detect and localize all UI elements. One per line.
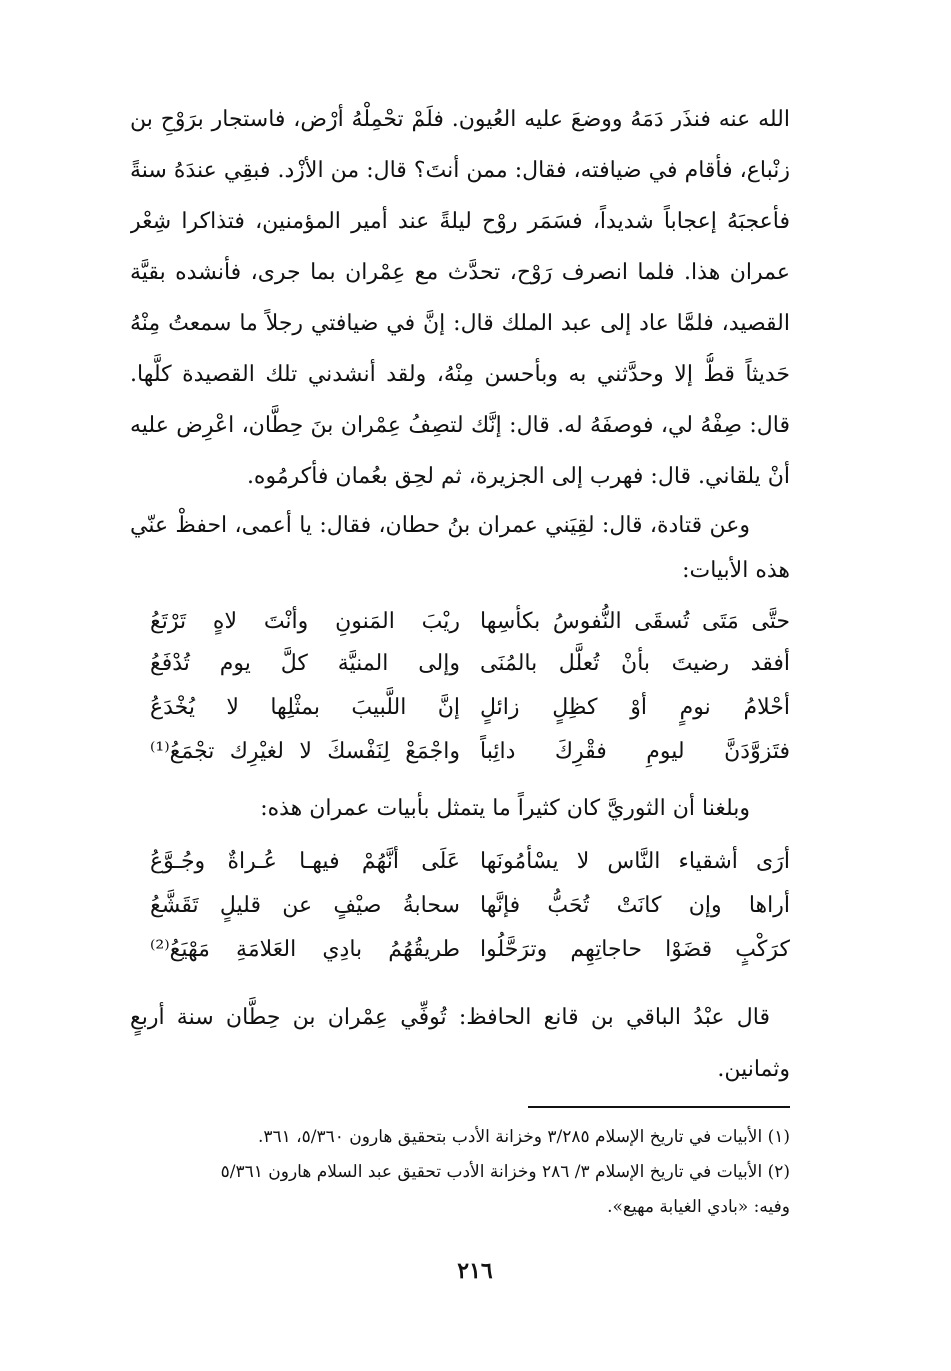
poem2-verse-3 bbox=[150, 928, 790, 972]
hemistich-second: طريقُهُمُ بادِي العَلامَةِ مَهْيَعُ⁽²⁾ bbox=[150, 937, 460, 962]
hemistich-first: حتَّى مَتَى تُسقَى النُّفوسُ بكأسِها bbox=[480, 609, 790, 634]
poem1-verse-1 bbox=[150, 600, 790, 644]
hemistich-first: أفقد رضيتَ بأنْ تُعلَّل بالمُنَى bbox=[480, 651, 790, 676]
para4-line-1: قال عبْدُ الباقي بن قانع الحافظ: تُوفِّي عِمْران بن حِطَّان سنة أربعٍ bbox=[130, 1005, 770, 1030]
body-line-3: فأعجبَهُ إعجاباً شديداً، فسَمَر روْح ليلةً عند أمير المؤمنين، فتذاكرا شِعْر bbox=[130, 209, 790, 234]
body-line-6: حَديثاً قطُّ إلا وحدَّثني به وبأحسن مِنْهُ، ولقد أنشدني تلك القصيدة كلَّها. bbox=[130, 362, 790, 387]
body-line-8: أنْ يلقاني. قال: فهرب إلى الجزيرة، ثم لحِق بعُمان فأكرمُوه. bbox=[246, 464, 790, 489]
hemistich-second: ريْبَ المَنونِ وأنْتَ لاهٍ تَرْتَعُ bbox=[150, 609, 460, 634]
body-line-4: عمران هذا. فلما انصرف رَوْح، تحدَّث مع عِمْران بما جرى، فأنشده بقيَّة bbox=[130, 260, 790, 285]
footnote-1: (١) الأبيات في تاريخ الإسلام ٣/٢٨٥ وخزانة الأدب بتحقيق هارون ٥/٣٦٠، ٣٦١. bbox=[257, 1127, 790, 1147]
page-number: ٢١٦ bbox=[457, 1258, 493, 1284]
body-line-7: قال: صِفْهُ لي، فوصفَهُ له. قال: إنَّك لتصِفُ عِمْران بنَ حِطَّان، اعْرِض عليه bbox=[130, 413, 790, 438]
poem1-verse-2 bbox=[150, 642, 790, 686]
poem2-verse-1 bbox=[150, 840, 790, 884]
body-line-5: القصيد، فلمَّا عاد إلى عبد الملك قال: إنَّ في ضيافتي رجلاً ما سمعتُ مِنْهُ bbox=[130, 311, 790, 336]
poem2-verse-2 bbox=[150, 884, 790, 928]
footnote-separator bbox=[528, 1106, 790, 1108]
hemistich-second: واجْمَعْ لِنَفْسكَ لا لغيْرِك تجْمَعُ⁽¹⁾ bbox=[150, 739, 460, 764]
poem1-verse-4 bbox=[150, 730, 790, 774]
footnote-2: (٢) الأبيات في تاريخ الإسلام ٣/ ٢٨٦ وخزانة الأدب تحقيق عبد السلام هارون ٥/٣٦١ bbox=[220, 1162, 790, 1182]
hemistich-first: أرَى أشقياء النَّاس لا يسْأمُونَها bbox=[480, 849, 790, 874]
para4-line-2: وثمانين. bbox=[717, 1057, 790, 1082]
hemistich-second: وإلى المنيَّة كلَّ يوم تُدْفَعُ bbox=[150, 651, 460, 676]
para2-line-1: وعن قتادة، قال: لقِيَني عمران بنُ حطان، فقال: يا أعمى، احفظْ عنّي bbox=[130, 513, 750, 538]
footnote-2-continued: وفيه: «بادي الغيابة مهيع». bbox=[607, 1197, 790, 1217]
hemistich-first: أراها وإن كانَتْ تُحَبُّ فإنَّها bbox=[480, 893, 790, 918]
body-line-1: الله عنه فنذَر دَمَهُ ووضعَ عليه العُيون. فلَمْ تحْمِلْهُ أرْض، فاستجار برَوْحِ بن bbox=[130, 107, 790, 132]
hemistich-first: فتَزوَّدَنَّ ليومِ فقْرِكَ دائِباً bbox=[480, 739, 790, 764]
hemistich-first: كرَكْبٍ قضَوْا حاجاتِهِم وترَحَّلُوا bbox=[480, 937, 790, 962]
poem1-verse-3 bbox=[150, 686, 790, 730]
hemistich-second: سحابةُ صيْفٍ عن قليلٍ تَقَشَّعُ bbox=[150, 893, 460, 918]
hemistich-second: إنَّ اللَّبيبَ بمثْلِها لا يُخْدَعُ bbox=[150, 695, 460, 720]
para2-line-2: هذه الأبيات: bbox=[682, 558, 790, 583]
hemistich-first: أحْلامُ نومٍ أوْ كظِلٍ زائلٍ bbox=[480, 695, 790, 720]
para3: وبلغنا أن الثوريَّ كان كثيراً ما يتمثل بأبيات عمران هذه: bbox=[260, 796, 750, 821]
hemistich-second: عَلَى أنَّهُمْ فيهـا عُـراةٌ وجُـوَّعُ bbox=[150, 849, 460, 874]
body-line-2: زنْباع، فأقام في ضيافته، فقال: ممن أنتَ؟ قال: من الأزْد. فبقِي عندَهُ سنةً bbox=[130, 158, 790, 183]
